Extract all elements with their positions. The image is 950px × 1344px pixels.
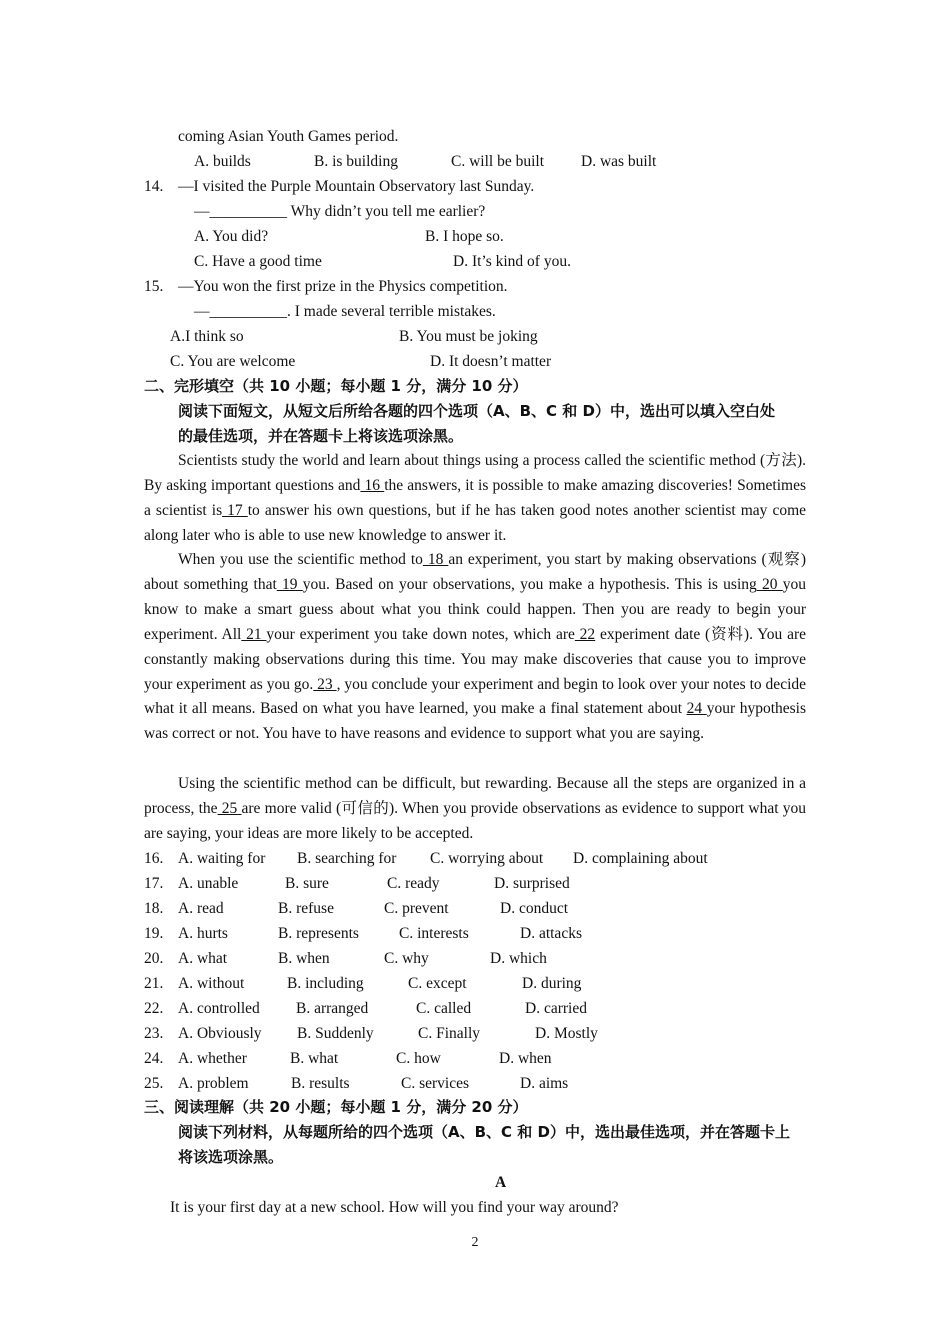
- q14-option-a: A. You did?: [194, 228, 269, 245]
- option-d: D. carried: [525, 1000, 587, 1017]
- q15-line2: —__________. I made several terrible mistakes.: [194, 303, 496, 320]
- section3-title: 三、阅读理解（共 20 小题；每小题 1 分，满分 20 分）: [144, 1098, 528, 1116]
- cloze-text: , you conclude your experiment and begin to look over your notes to decide what it all means. Based on what you have learned, you make a final statement about: [144, 675, 807, 718]
- cloze-text: you. Based on your observations, you make a hypothesis. This is using: [302, 575, 757, 593]
- option-a: A. Obviously: [178, 1025, 262, 1042]
- option-d: D. aims: [520, 1075, 569, 1092]
- option-a: A. what: [178, 950, 228, 967]
- option-d: D. during: [522, 975, 582, 992]
- blank-21: 21: [241, 625, 267, 643]
- q13-option-b: B. is building: [314, 153, 398, 170]
- page-number: 2: [471, 1235, 479, 1250]
- cloze-text: the answers, it is possible to make amazing discoveries! Sometimes a scientist is: [144, 476, 806, 519]
- option-a: A. without: [178, 975, 245, 992]
- question-number: 16.: [144, 850, 164, 867]
- question-number: 20.: [144, 950, 164, 967]
- cloze-text: to answer his own questions, but if he has taken good notes another scientist may come along later who is able to use new knowledge to answer it.: [144, 501, 807, 544]
- option-d: D. surprised: [494, 875, 570, 892]
- option-b: B. what: [290, 1050, 339, 1067]
- q14-number: 14.: [144, 178, 164, 195]
- option-a: A. unable: [178, 875, 239, 892]
- option-a: A. waiting for: [178, 850, 266, 867]
- q15-number: 15.: [144, 278, 164, 295]
- q14-option-c: C. Have a good time: [194, 253, 322, 270]
- q15-option-c: C. You are welcome: [170, 353, 296, 370]
- blank-18: 18: [422, 551, 449, 568]
- cloze-paragraph-1: [144, 449, 806, 549]
- option-b: B. represents: [278, 925, 359, 942]
- cloze-text: you know to make a smart guess about what you think could happen. Then you are ready to begin your experiment. All: [144, 575, 807, 643]
- option-c: C. ready: [387, 875, 440, 892]
- passage-a-first-line: It is your first day at a new school. How will you find your way around?: [170, 1199, 619, 1216]
- option-c: C. how: [396, 1050, 441, 1067]
- cloze-text: are more valid (可信的). When you provide observations as evidence to support what you are saying, your ideas are more likely to be accepted.: [144, 799, 807, 842]
- option-b: B. including: [287, 975, 364, 992]
- blank-25: 25: [217, 799, 242, 817]
- option-b: B. sure: [285, 875, 329, 892]
- cloze-text: Scientists study the world and learn about things using a process called the scientific method (方法). By asking important questions and: [144, 452, 806, 494]
- option-c: C. prevent: [384, 900, 449, 917]
- section2-instruction-line2: 的最佳选项，并在答题卡上将该选项涂黑。: [178, 427, 464, 445]
- option-a: A. read: [178, 900, 224, 917]
- cloze-text: Using the scientific method can be difficult, but rewarding. Because all the steps are organized in a process, the: [144, 775, 806, 817]
- q13-stem-tail: coming Asian Youth Games period.: [178, 128, 399, 145]
- blank-23: 23: [313, 675, 337, 693]
- passage-label: A: [495, 1174, 507, 1191]
- question-number: 24.: [144, 1050, 164, 1067]
- option-b: B. refuse: [278, 900, 334, 917]
- option-c: C. services: [401, 1075, 470, 1092]
- q14-line2: —__________ Why didn’t you tell me earlier?: [194, 203, 486, 220]
- question-number: 19.: [144, 925, 164, 942]
- option-c: C. why: [384, 950, 429, 967]
- blank-17: 17: [222, 501, 248, 519]
- section2-title: 二、完形填空（共 10 小题；每小题 1 分，满分 10 分）: [144, 377, 528, 395]
- cloze-text: When you use the scientific method to: [178, 551, 423, 568]
- question-number: 23.: [144, 1025, 164, 1042]
- cloze-text: your hypothesis was correct or not. You have to have reasons and evidence to support what you are saying.: [144, 700, 807, 743]
- option-a: A. whether: [178, 1050, 247, 1067]
- section2-instruction-line1: 阅读下面短文，从短文后所给各题的四个选项（A、B、C 和 D）中，选出可以填入空白处: [178, 402, 775, 420]
- option-d: D. when: [499, 1050, 552, 1067]
- q15-line1: —You won the first prize in the Physics competition.: [178, 278, 508, 295]
- q13-option-d: D. was built: [581, 153, 657, 170]
- q15-option-d: D. It doesn’t matter: [430, 353, 552, 370]
- option-c: C. worrying about: [430, 850, 544, 867]
- blank-20: 20: [756, 575, 783, 593]
- option-d: D. Mostly: [535, 1025, 598, 1042]
- option-a: A. problem: [178, 1075, 249, 1092]
- option-b: B. searching for: [297, 850, 397, 867]
- section3-instruction-line2: 将该选项涂黑。: [178, 1148, 284, 1166]
- question-number: 21.: [144, 975, 164, 992]
- q13-option-c: C. will be built: [451, 153, 544, 170]
- option-d: D. attacks: [520, 925, 582, 942]
- blank-24: 24: [686, 700, 707, 718]
- option-d: D. complaining about: [573, 850, 708, 867]
- question-number: 25.: [144, 1075, 164, 1092]
- blank-19: 19: [276, 575, 303, 593]
- option-a: A. controlled: [178, 1000, 260, 1017]
- blank-22: 22: [574, 625, 596, 643]
- cloze-text: your experiment you take down notes, which are: [266, 625, 575, 643]
- cloze-paragraph-3: [144, 772, 806, 847]
- q14-option-d: D. It’s kind of you.: [453, 253, 571, 270]
- option-c: C. except: [408, 975, 467, 992]
- blank-16: 16: [360, 476, 385, 494]
- option-c: C. Finally: [418, 1025, 481, 1042]
- q15-option-a: A.I think so: [170, 328, 244, 345]
- option-b: B. results: [291, 1075, 350, 1092]
- cloze-paragraph-2: [144, 548, 806, 747]
- question-number: 17.: [144, 875, 164, 892]
- section3-instruction-line1: 阅读下列材料，从每题所给的四个选项（A、B、C 和 D）中，选出最佳选项，并在答题卡上: [178, 1123, 790, 1141]
- cloze-text: an experiment, you start by making observations (观察) about something that: [144, 551, 807, 593]
- option-b: B. when: [278, 950, 330, 967]
- option-d: D. conduct: [500, 900, 569, 917]
- option-b: B. Suddenly: [297, 1025, 374, 1042]
- option-d: D. which: [490, 950, 547, 967]
- q14-option-b: B. I hope so.: [425, 228, 504, 245]
- q15-option-b: B. You must be joking: [399, 328, 538, 345]
- question-number: 22.: [144, 1000, 164, 1017]
- option-b: B. arranged: [296, 1000, 369, 1017]
- q13-option-a: A. builds: [194, 153, 251, 170]
- option-c: C. interests: [399, 925, 469, 942]
- cloze-text: experiment date (资料). You are constantly making observations during this time. You may make discoveries that cause you to improve your experiment as you go.: [144, 625, 806, 693]
- option-c: C. called: [416, 1000, 472, 1017]
- q14-line1: —I visited the Purple Mountain Observatory last Sunday.: [178, 178, 535, 195]
- question-number: 18.: [144, 900, 164, 917]
- option-a: A. hurts: [178, 925, 228, 942]
